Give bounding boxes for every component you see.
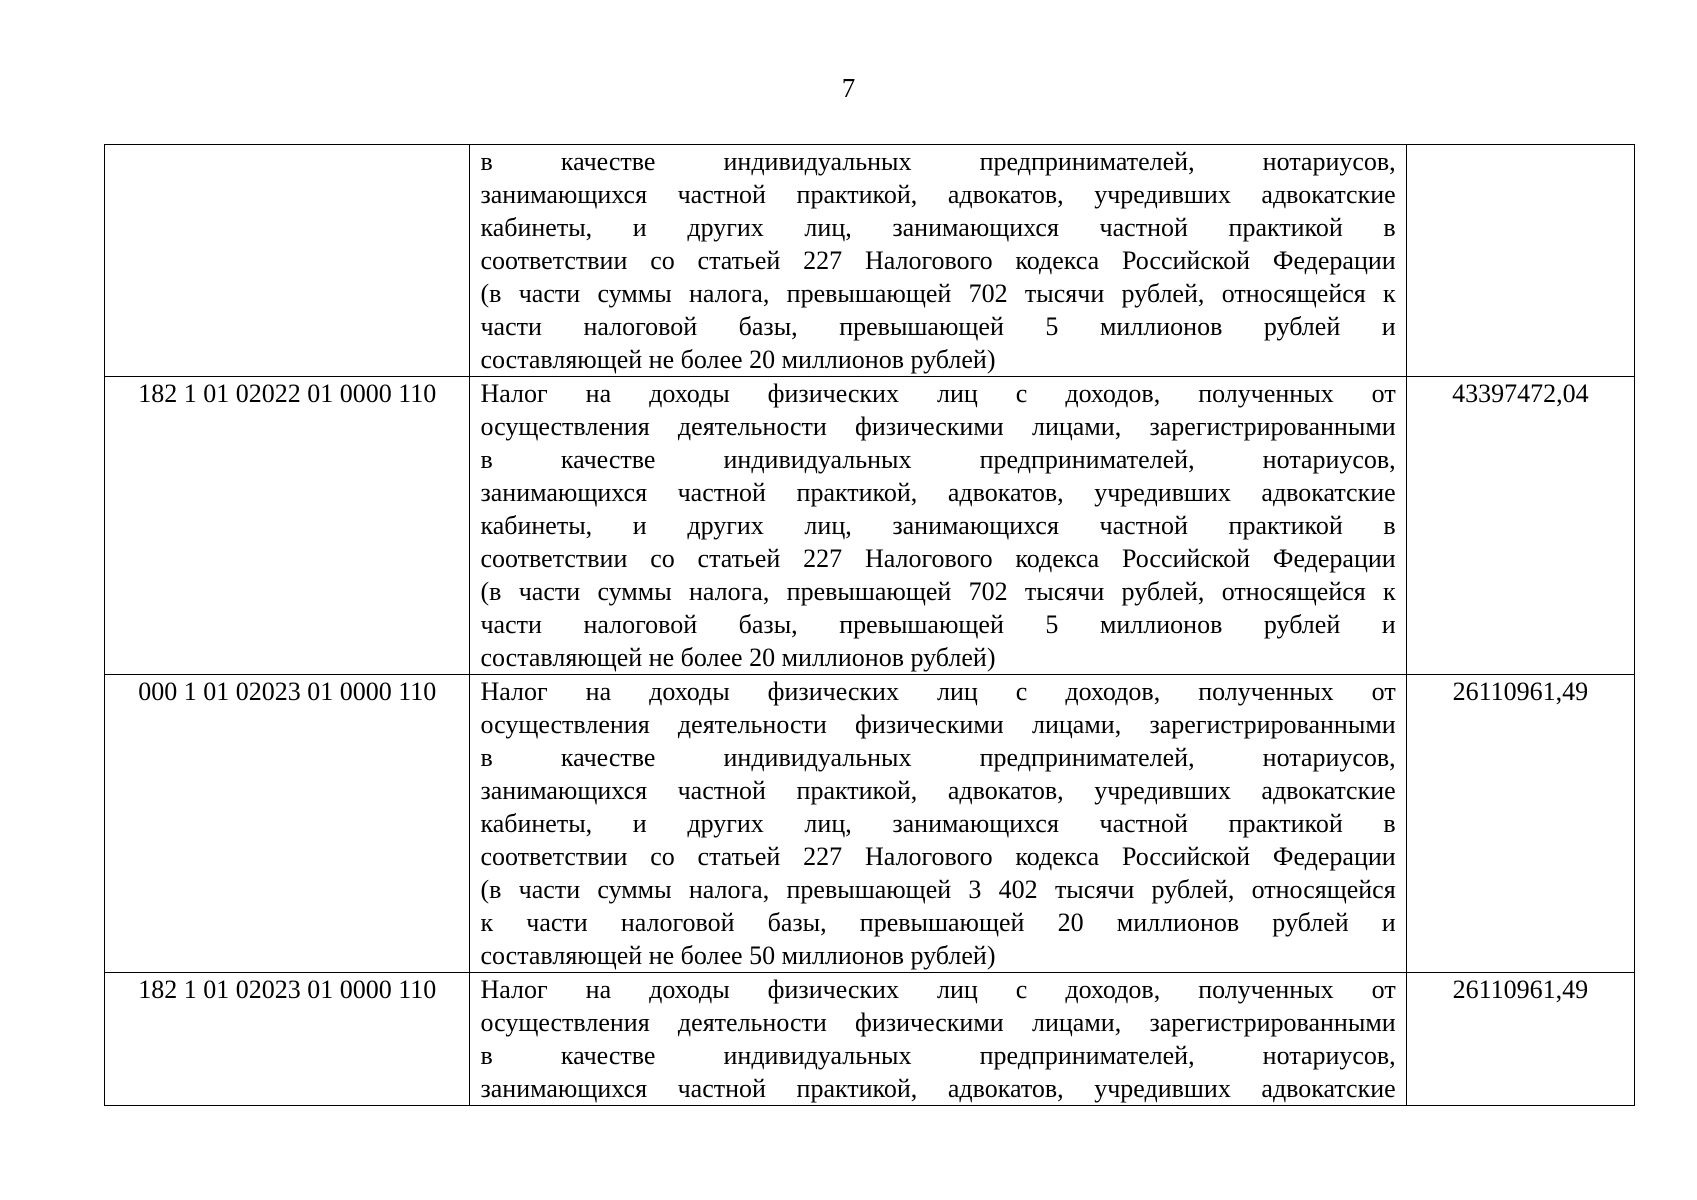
description-line: составляющей не более 20 миллионов рублей) xyxy=(480,643,996,672)
description-line: занимающихся частной практикой, адвокатов, учредивших адвокатские xyxy=(480,478,1396,507)
description-line: (в части суммы налога, превышающей 3 402 тысячи рублей, относящейся xyxy=(480,875,1396,904)
amount: 26110961,49 xyxy=(1406,675,1634,973)
budget-classification-code xyxy=(105,145,470,377)
description-line: соответствии со статьей 227 Налогового кодекса Российской Федерации xyxy=(480,544,1396,573)
description-line: (в части суммы налога, превышающей 702 тысячи рублей, относящейся к xyxy=(480,577,1396,606)
budget-classification-code: 182 1 01 02023 01 0000 110 xyxy=(105,973,470,1106)
description-line: составляющей не более 50 миллионов рублей) xyxy=(480,941,996,970)
table-row xyxy=(105,377,1635,675)
description-line: кабинеты, и других лиц, занимающихся частной практикой в xyxy=(480,213,1396,242)
amount: 26110961,49 xyxy=(1406,973,1634,1106)
description-line: занимающихся частной практикой, адвокатов, учредивших адвокатские xyxy=(480,776,1396,805)
revenue-description xyxy=(470,973,1406,1106)
description-line: в качестве индивидуальных предпринимателей, нотариусов, xyxy=(480,147,1396,176)
description-line: Налог на доходы физических лиц с доходов, полученных от xyxy=(480,379,1396,408)
budget-classification-code: 182 1 01 02022 01 0000 110 xyxy=(105,377,470,675)
table-row xyxy=(105,675,1635,973)
description-line: кабинеты, и других лиц, занимающихся частной практикой в xyxy=(480,511,1396,540)
description-line: соответствии со статьей 227 Налогового кодекса Российской Федерации xyxy=(480,842,1396,871)
description-line: в качестве индивидуальных предпринимателей, нотариусов, xyxy=(480,1041,1396,1070)
description-line: кабинеты, и других лиц, занимающихся частной практикой в xyxy=(480,809,1396,838)
table-row xyxy=(105,973,1635,1106)
revenue-description xyxy=(470,675,1406,973)
revenue-description xyxy=(470,377,1406,675)
description-line: соответствии со статьей 227 Налогового кодекса Российской Федерации xyxy=(480,246,1396,275)
description-line: осуществления деятельности физическими лицами, зарегистрированными xyxy=(480,412,1396,441)
description-line: части налоговой базы, превышающей 5 миллионов рублей и xyxy=(480,610,1396,639)
description-line: Налог на доходы физических лиц с доходов, полученных от xyxy=(480,677,1396,706)
description-line: занимающихся частной практикой, адвокатов, учредивших адвокатские xyxy=(480,1074,1396,1103)
revenue-table xyxy=(104,144,1635,1106)
description-line: осуществления деятельности физическими лицами, зарегистрированными xyxy=(480,710,1396,739)
description-line: части налоговой базы, превышающей 5 миллионов рублей и xyxy=(480,312,1396,341)
description-line: в качестве индивидуальных предпринимателей, нотариусов, xyxy=(480,743,1396,772)
amount xyxy=(1406,145,1634,377)
description-line: к части налоговой базы, превышающей 20 миллионов рублей и xyxy=(480,908,1396,937)
table-row xyxy=(105,145,1635,377)
revenue-description xyxy=(470,145,1406,377)
amount: 43397472,04 xyxy=(1406,377,1634,675)
description-line: (в части суммы налога, превышающей 702 тысячи рублей, относящейся к xyxy=(480,279,1396,308)
budget-classification-code: 000 1 01 02023 01 0000 110 xyxy=(105,675,470,973)
description-line: занимающихся частной практикой, адвокатов, учредивших адвокатские xyxy=(480,180,1396,209)
description-line: Налог на доходы физических лиц с доходов, полученных от xyxy=(480,975,1396,1004)
page-number: 7 xyxy=(841,73,856,103)
description-line: в качестве индивидуальных предпринимателей, нотариусов, xyxy=(480,445,1396,474)
description-line: составляющей не более 20 миллионов рублей) xyxy=(480,345,996,374)
description-line: осуществления деятельности физическими лицами, зарегистрированными xyxy=(480,1008,1396,1037)
